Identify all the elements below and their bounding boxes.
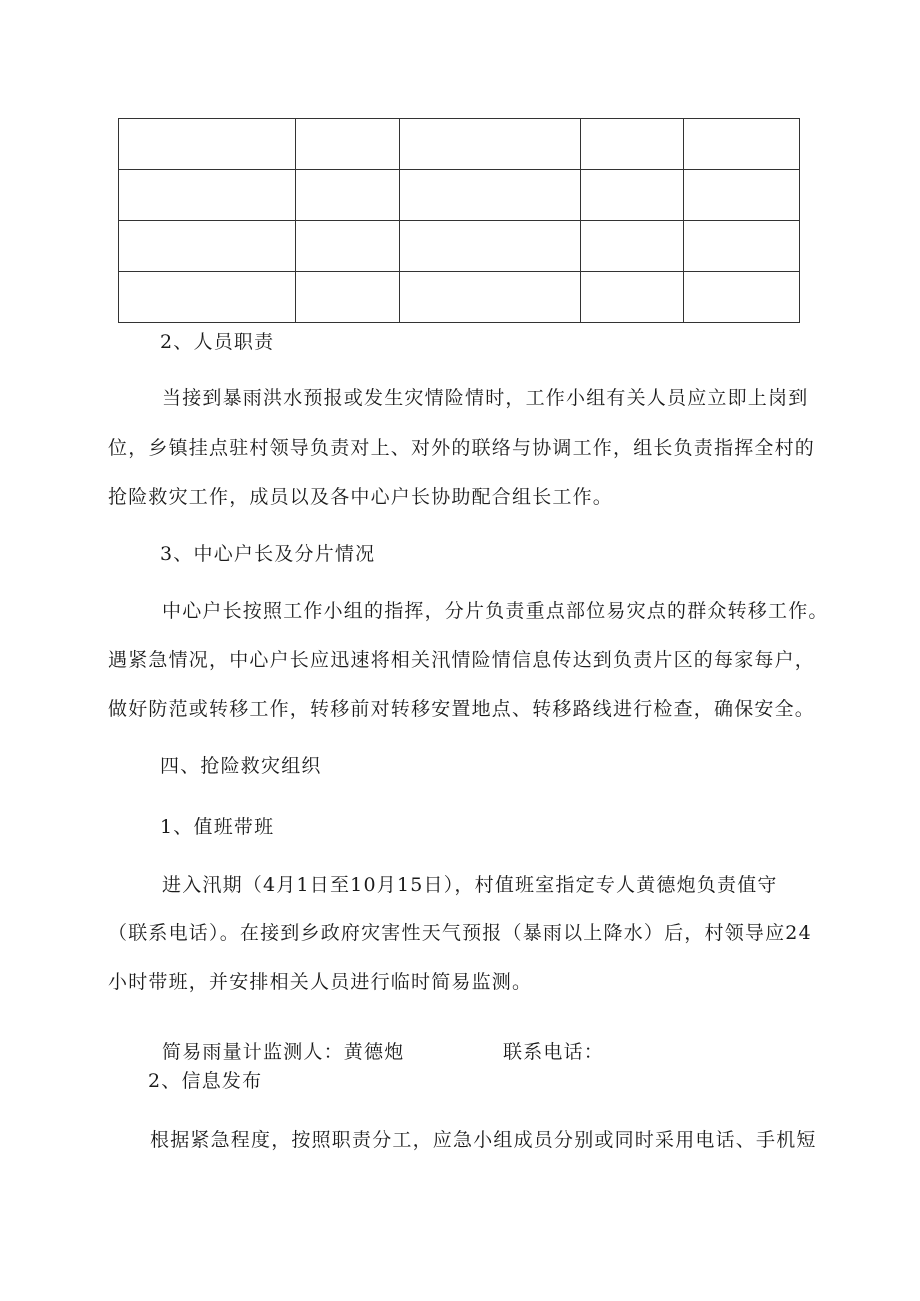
paragraph-line: 当接到暴雨洪水预报或发生灾情险情时，工作小组有关人员应立即上岗到 (162, 387, 809, 409)
section-heading: 1、值班带班 (160, 816, 275, 838)
table-cell (684, 170, 800, 221)
section-heading: 3、中心户长及分片情况 (160, 543, 376, 565)
table-cell (400, 119, 581, 170)
table-cell (400, 272, 581, 323)
table-cell (581, 221, 684, 272)
table-cell (296, 221, 400, 272)
table-cell (296, 170, 400, 221)
paragraph-line: 遇紧急情况，中心户长应迅速将相关汛情险情信息传达到负责片区的每家每户， (108, 649, 816, 671)
table-row (119, 170, 800, 221)
table-row (119, 272, 800, 323)
paragraph-line: 位，乡镇挂点驻村领导负责对上、对外的联络与协调工作，组长负责指挥全村的 (108, 437, 816, 459)
table-cell (581, 272, 684, 323)
table-cell (119, 221, 296, 272)
paragraph-line: 抢险救灾工作，成员以及各中心户长协助配合组长工作。 (108, 486, 614, 508)
table-row (119, 119, 800, 170)
personnel-table (118, 118, 800, 323)
monitor-person: 简易雨量计监测人：黄德炮 (162, 1041, 405, 1063)
table-cell (581, 119, 684, 170)
table-cell (581, 170, 684, 221)
section-heading: 2、人员职责 (160, 331, 275, 353)
monitor-phone-label: 联系电话： (503, 1041, 605, 1063)
table-cell (684, 119, 800, 170)
section-heading: 2、信息发布 (148, 1070, 263, 1092)
table-cell (119, 119, 296, 170)
paragraph-line: 中心户长按照工作小组的指挥，分片负责重点部位易灾点的群众转移工作。 (162, 600, 829, 622)
paragraph-line: 进入汛期（4月1日至10月15日），村值班室指定专人黄德炮负责值守 (162, 874, 778, 896)
paragraph-line: 小时带班，并安排相关人员进行临时简易监测。 (108, 971, 533, 993)
table-cell (296, 119, 400, 170)
table-cell (296, 272, 400, 323)
chapter-heading: 四、抢险救灾组织 (160, 755, 322, 777)
table-cell (684, 272, 800, 323)
table-cell (684, 221, 800, 272)
table-cell (400, 170, 581, 221)
paragraph-line: （联系电话）。在接到乡政府灾害性天气预报（暴雨以上降水）后，村领导应24 (108, 922, 812, 944)
paragraph-line: 做好防范或转移工作，转移前对转移安置地点、转移路线进行检查，确保安全。 (108, 698, 816, 720)
paragraph-line: 根据紧急程度，按照职责分工，应急小组成员分别或同时采用电话、手机短 (150, 1129, 817, 1151)
table-cell (119, 272, 296, 323)
table-row (119, 221, 800, 272)
table-cell (119, 170, 296, 221)
table-cell (400, 221, 581, 272)
